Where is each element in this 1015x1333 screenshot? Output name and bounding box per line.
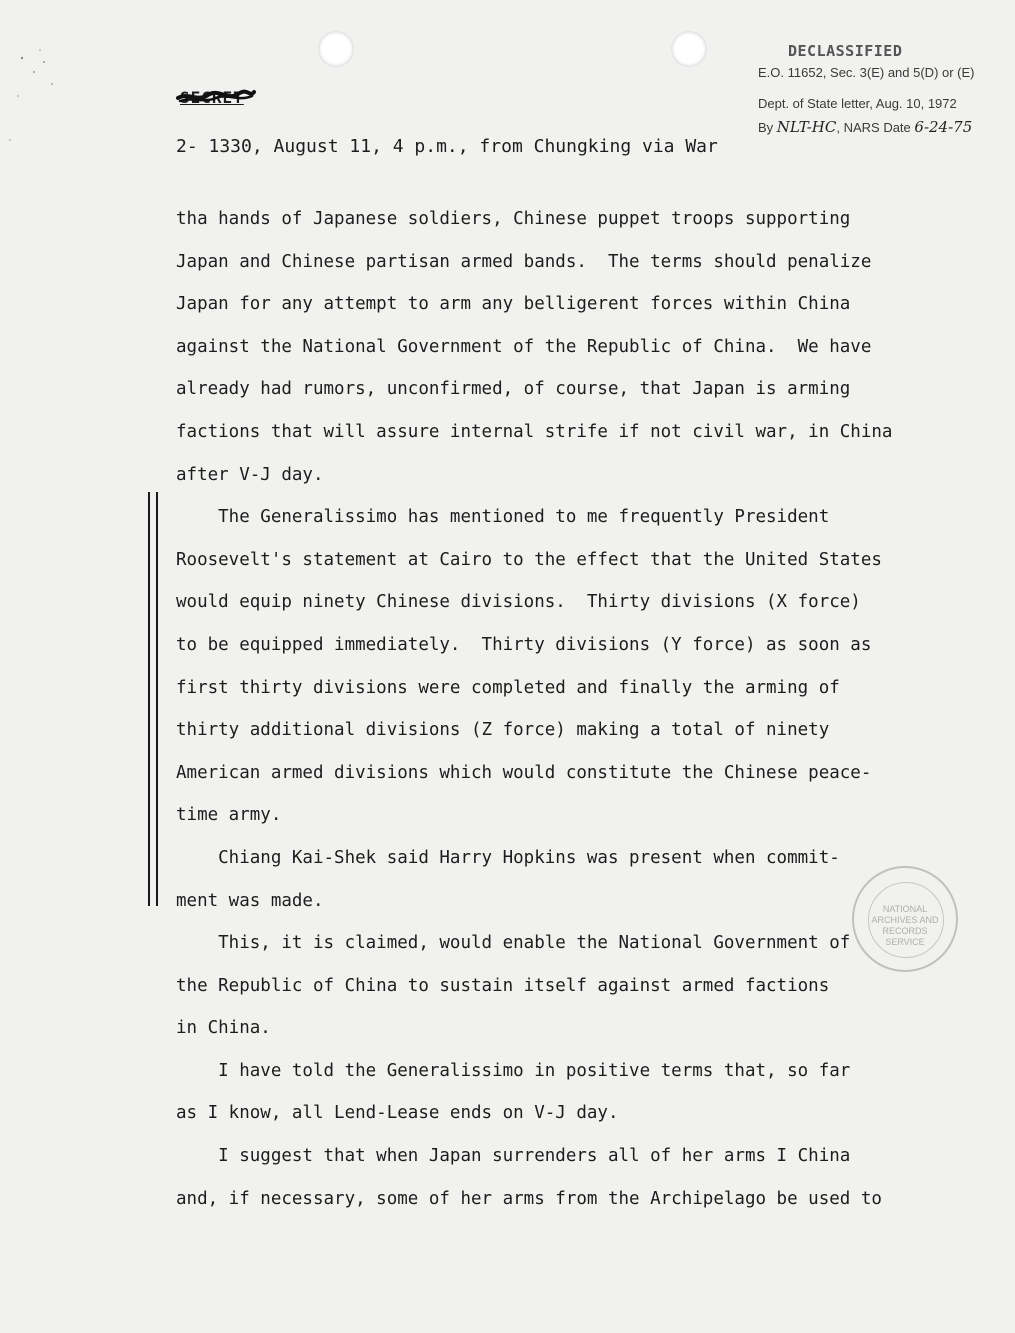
archives-seal <box>852 866 958 972</box>
redaction-scribble <box>176 86 256 108</box>
body-line: Japan and Chinese partisan armed bands. The terms should penalize <box>176 251 872 272</box>
margin-emphasis-bar <box>148 492 158 906</box>
body-line: the Republic of China to sustain itself against armed factions <box>176 975 830 996</box>
body-line: Chiang Kai-Shek said Harry Hopkins was present when commit- <box>176 847 840 868</box>
body-line: I suggest that when Japan surrenders all of her arms I China <box>176 1146 851 1167</box>
body-line: ment was made. <box>176 890 324 911</box>
seal-line: NATIONAL <box>882 904 928 914</box>
stamp-authority: E.O. 11652, Sec. 3(E) and 5(D) or (E) <box>758 65 975 80</box>
body-line: already had rumors, unconfirmed, of course, that Japan is arming <box>176 379 851 400</box>
stamp-signature-line <box>758 120 972 135</box>
body-line: The Generalissimo has mentioned to me frequently President <box>176 507 830 528</box>
body-line: I have told the Generalissimo in positive terms that, so far <box>176 1060 851 1081</box>
body-line: factions that will assure internal strife if not civil war, in China <box>176 421 893 442</box>
body-line: would equip ninety Chinese divisions. Thirty divisions (X force) <box>176 592 861 613</box>
classification-marking: SECRET <box>180 88 244 107</box>
body-line: Japan for any attempt to arm any belligerent forces within China <box>176 294 851 315</box>
body-line: tha hands of Japanese soldiers, Chinese puppet troops supporting <box>176 209 851 229</box>
punch-hole-left <box>318 31 354 67</box>
body-line: against the National Government of the Republic of China. We have <box>176 336 872 357</box>
body-line: Roosevelt's statement at Cairo to the effect that the United States <box>176 549 882 570</box>
body-line: thirty additional divisions (Z force) making a total of ninety <box>176 720 830 741</box>
telegram-header: 2- 1330, August 11, 4 p.m., from Chungking via War <box>176 136 718 157</box>
stamp-initials: NLT-HC <box>776 118 837 136</box>
punch-hole-right <box>671 31 707 67</box>
body-line: This, it is claimed, would enable the National Government of <box>176 933 851 954</box>
seal-line: RECORDS <box>882 926 928 936</box>
seal-text <box>854 904 956 948</box>
stamp-nars-label: , NARS Date <box>836 120 911 135</box>
body-line: after V-J day. <box>176 464 324 485</box>
stamp-nars-date: 6-24-75 <box>914 118 973 136</box>
body-line: in China. <box>176 1018 271 1039</box>
body-line: as I know, all Lend-Lease ends on V-J day. <box>176 1103 619 1124</box>
stamp-by-label: By <box>758 120 774 135</box>
stamp-title: DECLASSIFIED <box>788 42 903 60</box>
telegram-body <box>176 198 936 1220</box>
body-line: time army. <box>176 805 282 826</box>
body-line: to be equipped immediately. Thirty divisions (Y force) as soon as <box>176 634 872 655</box>
stamp-letter: Dept. of State letter, Aug. 10, 1972 <box>758 96 957 111</box>
body-line: and, if necessary, some of her arms from the Archipelago be used to <box>176 1188 882 1209</box>
seal-line: SERVICE <box>885 937 925 947</box>
body-line: first thirty divisions were completed and finally the arming of <box>176 677 840 698</box>
seal-line: ARCHIVES AND <box>871 915 939 925</box>
body-line: American armed divisions which would constitute the Chinese peace- <box>176 762 872 783</box>
